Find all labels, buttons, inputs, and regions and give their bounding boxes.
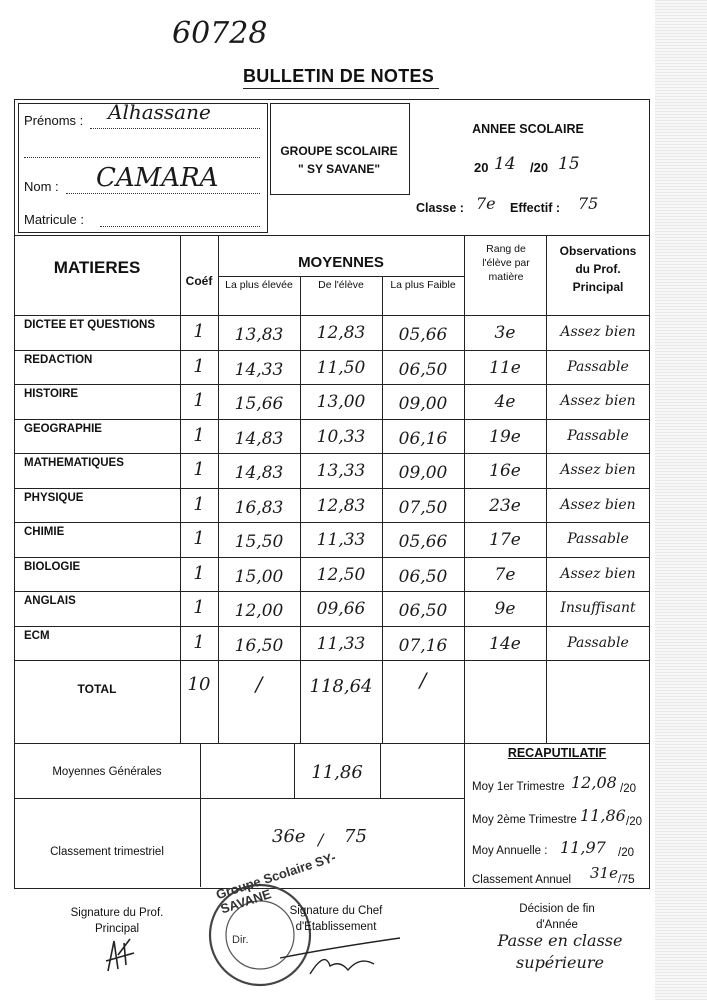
row-divider	[14, 591, 650, 592]
school-line1: GROUPE SCOLAIRE	[280, 144, 398, 158]
subject-name: DICTEE ET QUESTIONS	[24, 319, 155, 331]
prenoms-label: Prénoms :	[24, 113, 84, 128]
recap-moy1-label: Moy 1er Trimestre	[472, 781, 565, 793]
coef-value: 1	[193, 631, 205, 653]
rank-value: 4e	[494, 392, 516, 412]
observation-value: Assez bien	[560, 324, 636, 340]
total-bottom-line	[14, 743, 650, 744]
year-sep: /20	[530, 160, 549, 175]
coef-value: 1	[193, 562, 205, 584]
row-divider	[14, 557, 650, 558]
recap-class-suffix: /75	[618, 872, 635, 886]
classement-label: Classement trimestriel	[50, 846, 164, 858]
signature-chef-label: Signature du Chef d'Etablissement	[289, 905, 383, 933]
low-score: 06,16	[398, 428, 448, 449]
subject-name: PHYSIQUE	[24, 491, 84, 504]
coef-value: 1	[193, 528, 205, 549]
subject-name: REDACTION	[24, 353, 93, 366]
col-plus-faible: La plus Faible	[390, 279, 456, 291]
recap-moya-label: Moy Annuelle :	[472, 845, 548, 857]
student-score: 12,83	[316, 495, 366, 516]
rank-value: 23e	[489, 495, 521, 516]
school-line2: " SY SAVANE"	[297, 162, 381, 176]
signature-prof-label: Signature du Prof. Principal	[70, 907, 164, 935]
total-coef: 10	[187, 674, 211, 695]
row-divider	[14, 453, 650, 454]
high-score: 16,50	[234, 635, 284, 656]
observation-value: Assez bien	[560, 496, 636, 513]
effectif-label: Effectif :	[510, 201, 560, 215]
student-score: 13,00	[316, 392, 366, 412]
coef-value: 1	[193, 493, 205, 515]
recap-moy2-suffix: /20	[626, 816, 642, 828]
row-divider	[14, 350, 650, 351]
page-title: BULLETIN DE NOTES	[243, 66, 435, 86]
total-high: /	[255, 672, 263, 696]
summary-col-line-1	[200, 743, 201, 887]
rank-value: 7e	[494, 564, 516, 585]
chef-signature	[270, 930, 410, 980]
col-line-high	[218, 235, 219, 743]
observation-value: Passable	[567, 427, 629, 444]
classement-sep: /	[318, 830, 324, 849]
nom-value: CAMARA	[96, 163, 219, 193]
high-score: 15,00	[234, 566, 284, 587]
decision-value: Passe en classe supérieure	[497, 931, 623, 972]
row-divider	[14, 384, 650, 385]
observation-value: Assez bien	[560, 565, 636, 582]
high-score: 16,83	[234, 497, 284, 518]
moyennes-generales-label: Moyennes Générales	[52, 766, 162, 778]
low-score: 06,50	[398, 359, 448, 380]
summary-row-line	[14, 798, 464, 799]
row-divider	[14, 488, 650, 489]
classe-value: 7e	[476, 194, 496, 213]
low-score: 05,66	[398, 532, 448, 552]
low-score: 07,50	[398, 497, 448, 518]
coef-value: 1	[193, 459, 205, 480]
rank-value: 14e	[489, 633, 521, 654]
student-score: 11,50	[316, 357, 366, 378]
prof-signature	[100, 935, 140, 975]
prenoms-dots	[90, 128, 260, 129]
stamp-dir: Dir.	[232, 934, 249, 946]
col-line-obs	[546, 235, 547, 743]
student-score: 12,83	[316, 323, 366, 343]
rank-value: 17e	[489, 530, 521, 550]
classement-of: 75	[344, 826, 367, 847]
row-divider	[14, 522, 650, 523]
recap-moy2-value: 11,86	[580, 806, 626, 825]
year-start: 14	[494, 154, 516, 174]
moyennes-generales-value: 11,86	[311, 762, 363, 783]
col-matieres: MATIERES	[53, 258, 141, 277]
row-divider	[14, 419, 650, 420]
coef-value: 1	[193, 355, 205, 377]
observation-value: Passable	[567, 531, 629, 547]
low-score: 09,00	[398, 394, 448, 414]
observation-value: Passable	[567, 358, 629, 375]
col-rang: Rang de l'élève par matière	[482, 243, 530, 283]
student-score: 09,66	[316, 599, 366, 619]
effectif-value: 75	[578, 194, 599, 213]
year-label: ANNEE SCOLAIRE	[472, 122, 584, 136]
matricule-dots	[100, 226, 260, 227]
high-score: 14,33	[234, 359, 284, 380]
header-separator	[14, 235, 650, 236]
prenoms-dots-2	[24, 157, 260, 158]
decision-label: Décision de fin d'Année	[519, 903, 595, 931]
subject-name: MATHEMATIQUES	[24, 457, 124, 469]
year-end: 15	[558, 154, 580, 174]
recap-moya-value: 11,97	[560, 838, 606, 857]
coef-value: 1	[193, 597, 205, 618]
total-top-line	[14, 660, 650, 661]
subject-name: HISTOIRE	[24, 388, 79, 400]
high-score: 13,83	[234, 325, 284, 345]
high-score: 15,66	[234, 394, 284, 414]
high-score: 14,83	[234, 463, 284, 483]
nom-dots	[66, 193, 260, 194]
rank-value: 3e	[494, 323, 516, 343]
moyennes-underline	[218, 276, 464, 277]
subject-name: ANGLAIS	[24, 595, 76, 607]
low-score: 09,00	[398, 463, 448, 483]
low-score: 05,66	[398, 325, 448, 345]
header-bottom	[14, 315, 650, 316]
col-plus-elevee: La plus élevée	[225, 279, 293, 291]
subject-name: GEOGRAPHIE	[24, 422, 102, 435]
rank-value: 19e	[489, 426, 521, 447]
total-label: TOTAL	[77, 682, 117, 696]
col-moyennes: MOYENNES	[298, 254, 384, 271]
summary-col-line-4	[464, 743, 465, 887]
prenoms-value: Alhassane	[108, 100, 211, 124]
doc-number: 60728	[172, 16, 268, 51]
subject-name: BIOLOGIE	[24, 560, 81, 573]
col-de-eleve: De l'élève	[318, 279, 364, 291]
rank-value: 9e	[494, 599, 516, 619]
student-score: 11,33	[316, 633, 366, 654]
col-coef: Coéf	[185, 274, 213, 288]
observation-value: Insuffisant	[560, 600, 636, 616]
coef-value: 1	[193, 321, 205, 342]
low-score: 06,50	[398, 566, 448, 587]
stamp-text: Groupe Scolaire SY-SAVANE	[214, 849, 338, 917]
high-score: 12,00	[234, 601, 284, 621]
student-score: 13,33	[316, 461, 366, 481]
coef-value: 1	[193, 424, 205, 446]
row-divider	[14, 626, 650, 627]
observation-value: Passable	[567, 634, 629, 651]
recap-class-label: Classement Annuel	[472, 874, 572, 886]
subject-name: ECM	[24, 629, 50, 642]
subject-name: CHIMIE	[24, 526, 65, 538]
total-student: 118,64	[309, 676, 373, 697]
title-underline	[243, 88, 439, 89]
student-score: 10,33	[316, 426, 366, 447]
coef-value: 1	[193, 390, 205, 411]
col-line-coef	[180, 235, 181, 743]
low-score: 06,50	[398, 601, 448, 621]
scan-edge-shading	[655, 0, 707, 1000]
rank-value: 16e	[489, 461, 521, 481]
rank-value: 11e	[489, 357, 521, 378]
total-low: /	[419, 668, 427, 692]
observation-value: Assez bien	[560, 462, 636, 478]
observation-value: Assez bien	[560, 393, 636, 409]
col-observations: Observations du Prof. Principal	[559, 244, 637, 294]
recap-moya-suffix: /20	[618, 847, 634, 859]
year-prefix: 20	[474, 160, 489, 175]
student-score: 12,50	[316, 564, 366, 585]
recap-moy1-suffix: /20	[620, 783, 636, 795]
high-score: 14,83	[234, 428, 284, 449]
classe-label: Classe :	[416, 201, 464, 215]
high-score: 15,50	[234, 532, 284, 552]
matricule-label: Matricule :	[24, 212, 84, 227]
recap-class-value: 31e	[590, 864, 618, 882]
recap-moy2-label: Moy 2ème Trimestre	[472, 814, 577, 826]
summary-col-line-3	[380, 743, 381, 798]
recap-moy1-value: 12,08	[571, 773, 617, 792]
nom-label: Nom :	[24, 179, 59, 194]
col-line-rank	[464, 235, 465, 743]
low-score: 07,16	[398, 635, 448, 656]
recap-title: RECAPUTILATIF	[507, 746, 607, 760]
classement-rank: 36e	[272, 826, 306, 847]
student-score: 11,33	[316, 530, 366, 550]
